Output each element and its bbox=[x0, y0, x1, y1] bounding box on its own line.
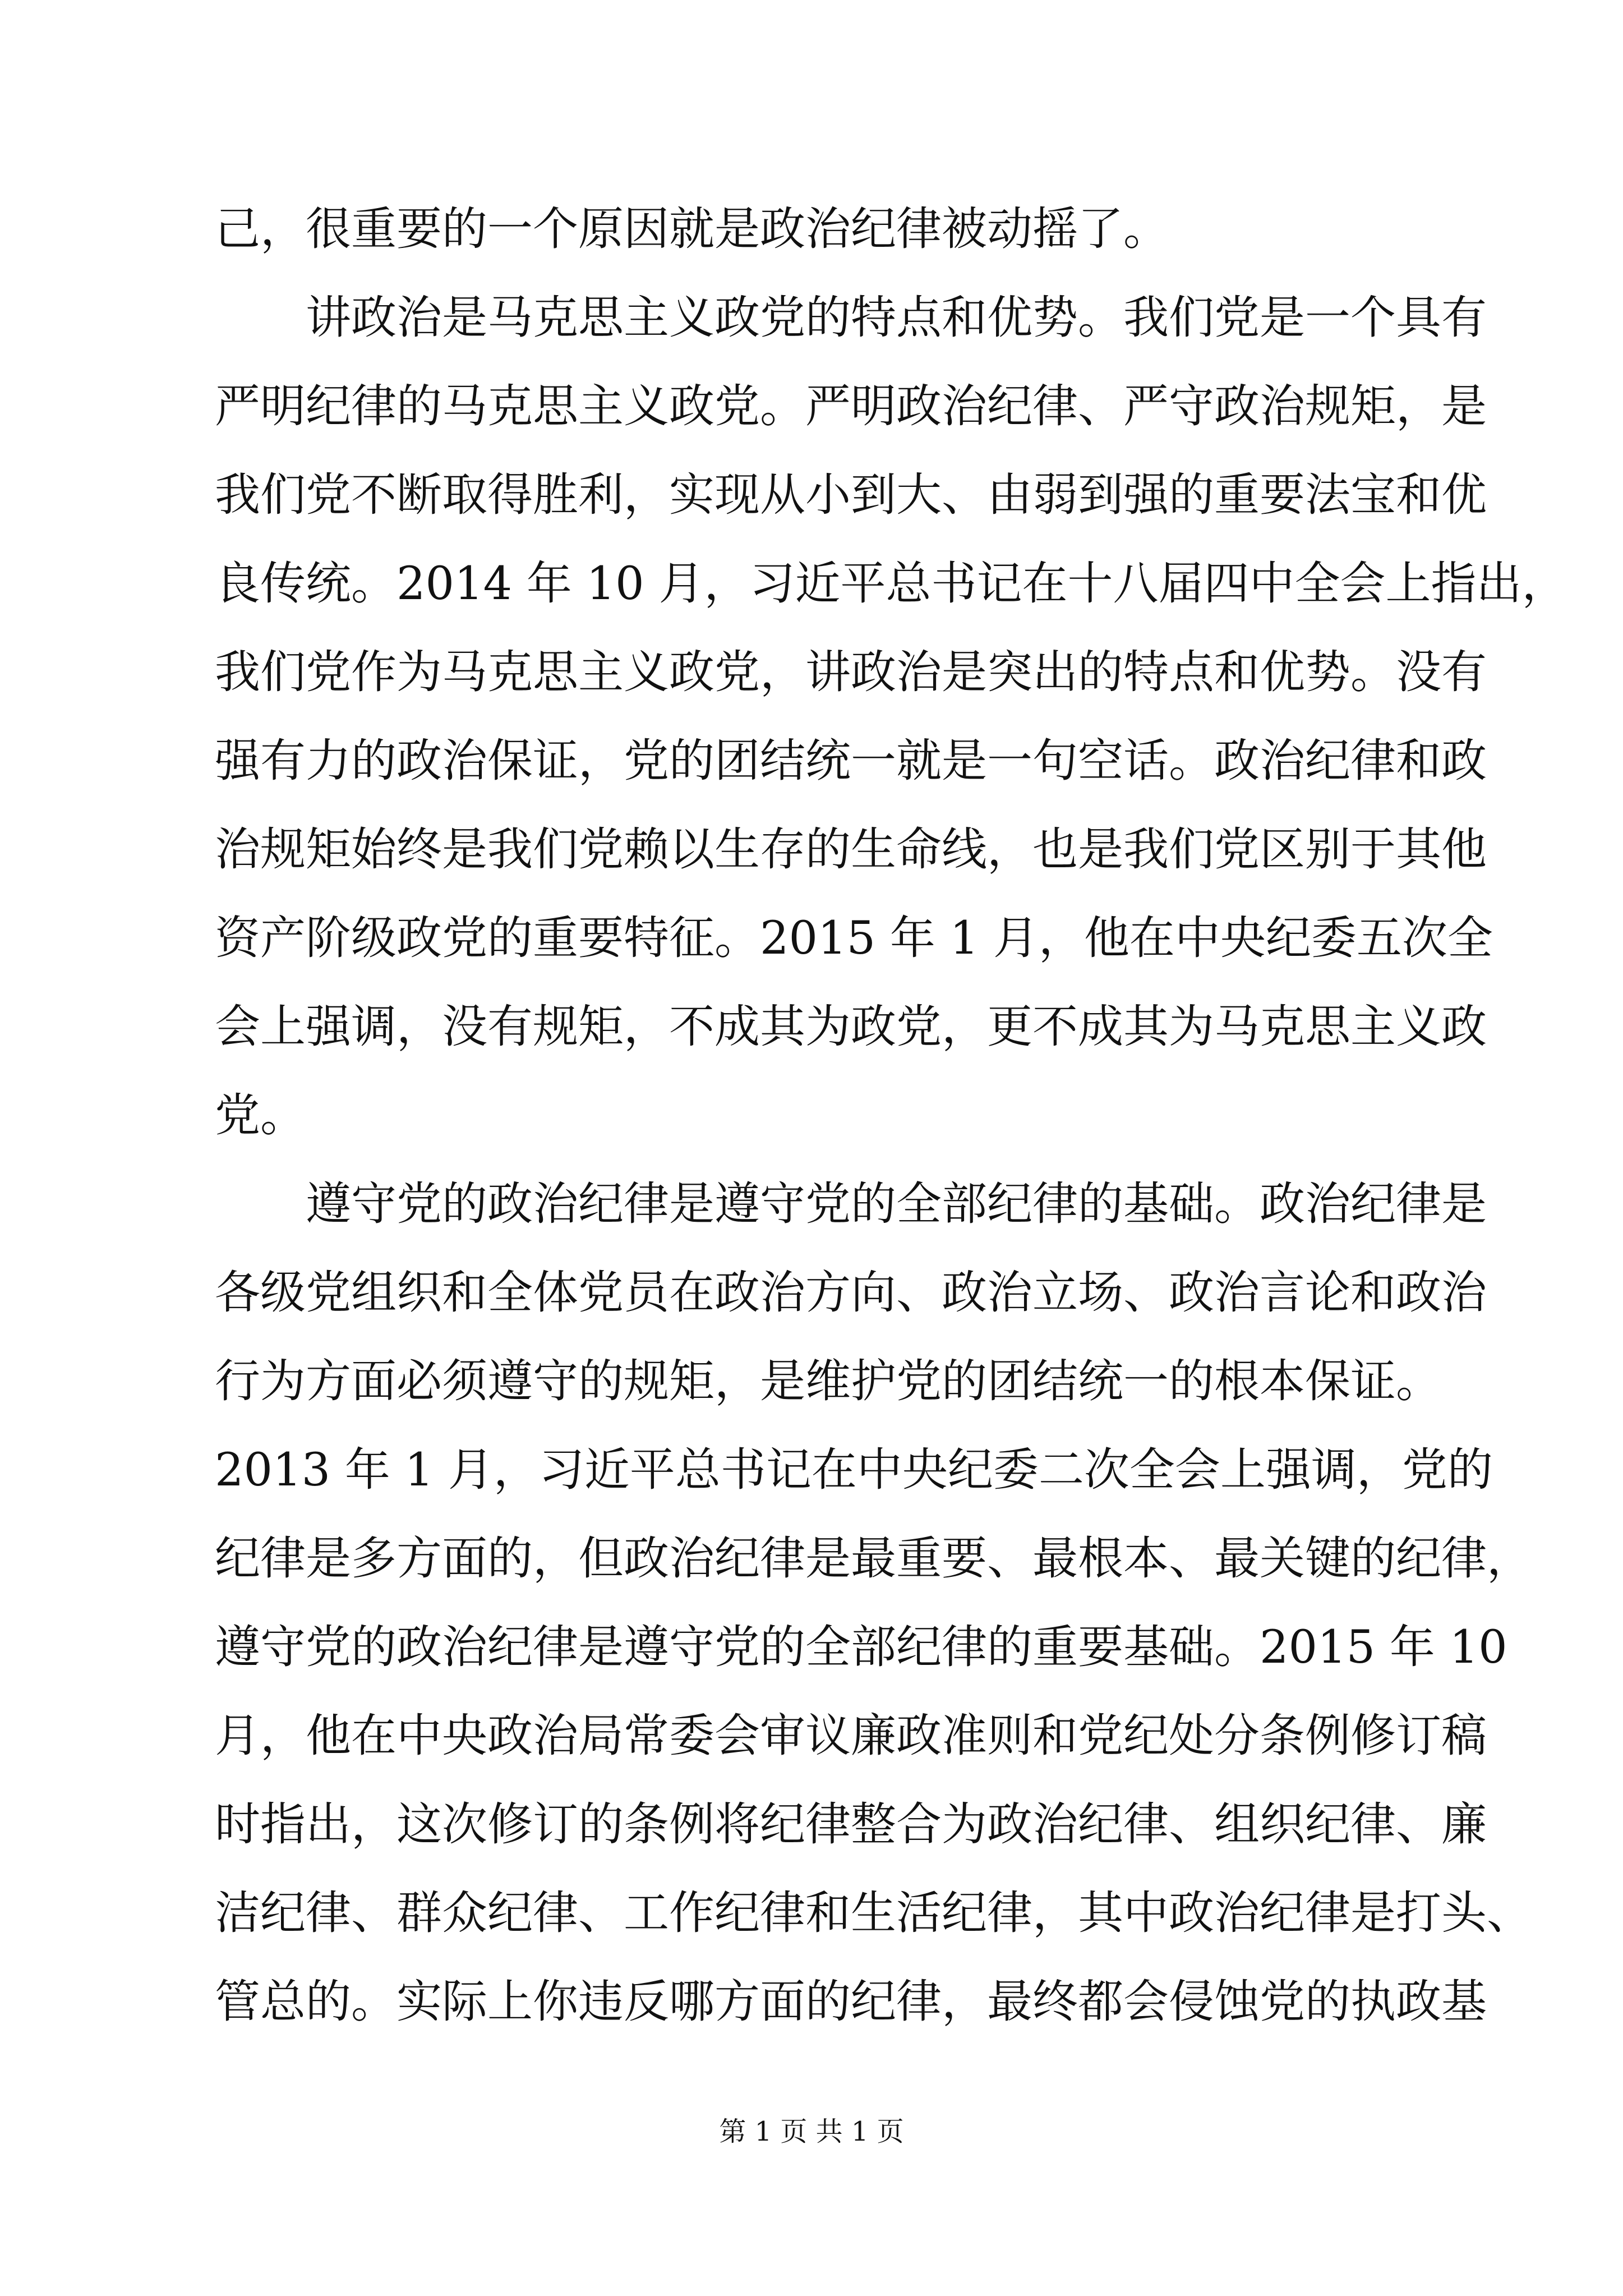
text-line: 己，很重要的一个原因就是政治纪律被动摇了。 bbox=[215, 203, 1169, 256]
text-line: 我们党作为马克思主义政党，讲政治是突出的特点和优势。没有 bbox=[215, 646, 1487, 699]
text-line: 严明纪律的马克思主义政党。严明政治纪律、严守政治规矩，是 bbox=[215, 380, 1487, 433]
text-line: 行为方面必须遵守的规矩，是维护党的团结统一的根本保证。 bbox=[215, 1355, 1442, 1408]
paragraph-start-line: 遵守党的政治纪律是遵守党的全部纪律的基础。政治纪律是 bbox=[306, 1178, 1487, 1231]
text-line: 我们党不断取得胜利，实现从小到大、由弱到强的重要法宝和优 bbox=[215, 469, 1487, 522]
text-line: 党。 bbox=[215, 1089, 306, 1142]
text-line: 各级党组织和全体党员在政治方向、政治立场、政治言论和政治 bbox=[215, 1267, 1487, 1319]
text-line: 治规矩始终是我们党赖以生存的生命线，也是我们党区别于其他 bbox=[215, 823, 1487, 876]
page-number-label: 第 1 页 共 1 页 bbox=[719, 2116, 904, 2147]
text-line: 纪律是多方面的，但政治纪律是最重要、最根本、最关键的纪律， bbox=[215, 1533, 1533, 1585]
text-line: 资产阶级政党的重要特征。2015 年 1 月，他在中央纪委五次全 bbox=[215, 912, 1493, 965]
text-line: 会上强调，没有规矩，不成其为政党，更不成其为马克思主义政 bbox=[215, 1001, 1487, 1053]
text-line: 时指出，这次修订的条例将纪律整合为政治纪律、组织纪律、廉 bbox=[215, 1798, 1487, 1851]
text-line: 管总的。实际上你违反哪方面的纪律，最终都会侵蚀党的执政基 bbox=[215, 1976, 1487, 2028]
text-line: 洁纪律、群众纪律、工作纪律和生活纪律，其中政治纪律是打头、 bbox=[215, 1887, 1533, 1940]
text-line: 良传统。2014 年 10 月，习近平总书记在十八届四中全会上指出， bbox=[215, 558, 1567, 610]
text-line: 遵守党的政治纪律是遵守党的全部纪律的重要基础。2015 年 10 bbox=[215, 1621, 1507, 1674]
page-footer bbox=[0, 2115, 1623, 2148]
document-body bbox=[215, 185, 1567, 2046]
text-line: 月，他在中央政治局常委会审议廉政准则和党纪处分条例修订稿 bbox=[215, 1710, 1487, 1763]
paragraph-start-line: 讲政治是马克思主义政党的特点和优势。我们党是一个具有 bbox=[306, 292, 1487, 344]
text-line: 2013 年 1 月，习近平总书记在中央纪委二次全会上强调，党的 bbox=[215, 1444, 1493, 1497]
text-line: 强有力的政治保证，党的团结统一就是一句空话。政治纪律和政 bbox=[215, 735, 1487, 788]
